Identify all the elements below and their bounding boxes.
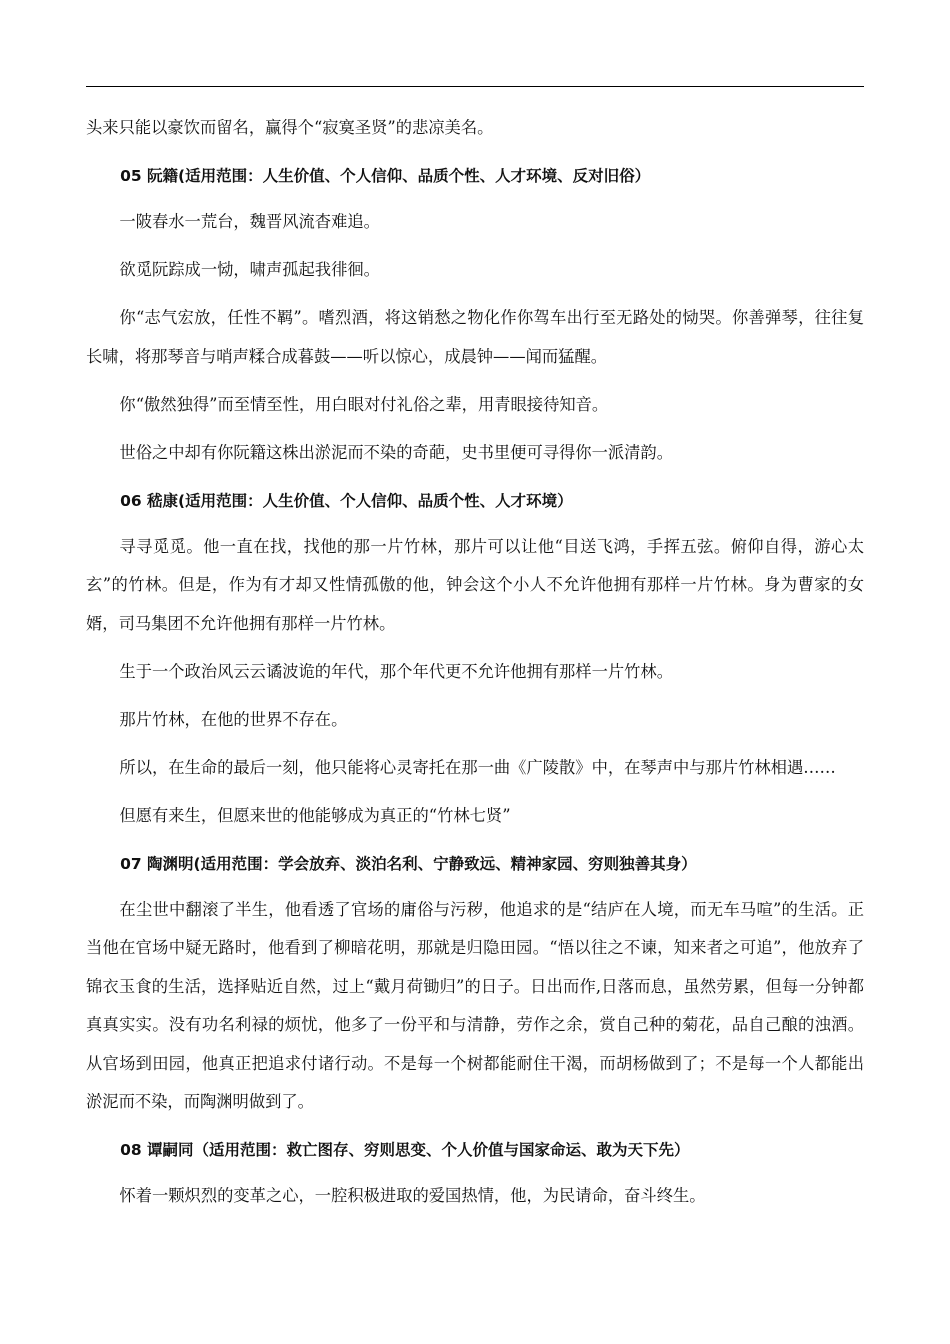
paragraph: 一陂春水一荒台，魏晋风流杳难追。 — [119, 212, 380, 231]
section-heading-06: 06 嵇康(适用范围：人生价值、个人信仰、品质个性、人才环境） — [120, 491, 573, 510]
paragraph: 寻寻觅觅。他一直在找，找他的那一片竹林，那片可以让他“目送飞鸿，手挥五弦。俯仰自得，游心太玄”的竹林。但是，作为有才却又性情孤傲的他，钟会这个小人不允许他拥有那样一片竹林。身为曹家的女婿，司马集团不允许他拥有那样一片竹林。 — [86, 536, 864, 633]
paragraph: 那片竹林，在他的世界不存在。 — [119, 709, 348, 729]
paragraph: 怀着一颗炽烈的变革之心，一腔积极进取的爱国热情，他，为民请命，奋斗终生。 — [119, 1186, 706, 1205]
paragraph: 在尘世中翻滚了半生，他看透了官场的庸俗与污秽，他追求的是“结庐在人境，而无车马喧”的生活。正当他在官场中疑无路时，他看到了柳暗花明，那就是归隐田园。“悟以往之不谏，知来者之可追”，他放弃了锦衣玉食的生活，选择贴近自然，过上“戴月荷锄归”的日子。日出而作,日落而息，虽然劳累，但每一分钟都真真实实。没有功名利禄的烦忧，他多了一份平和与清静，劳作之余，赏自己种的菊花，品自己酿的浊酒。从官场到田园，他真正把追求付诸行动。不是每一个树都能耐住干渴，而胡杨做到了；不是每一个人都能出淤泥而不染，而陶渊明做到了。 — [86, 899, 864, 1111]
section-heading-08: 08 谭嗣同（适用范围：救亡图存、穷则思变、个人价值与国家命运、敢为天下先） — [120, 1141, 690, 1159]
paragraph: 所以，在生命的最后一刻，他只能将心灵寄托在那一曲《广陵散》中，在琴声中与那片竹林相遇…… — [119, 757, 836, 777]
paragraph: 你“志气宏放，任性不羁”。嗜烈酒，将这销愁之物化作你驾车出行至无路处的恸哭。你善弹琴，往往复长啸，将那琴音与哨声糅合成暮鼓——听以惊心，成晨钟——闻而猛醒。 — [86, 308, 864, 366]
header-rule — [86, 86, 864, 87]
paragraph: 你“傲然独得”而至情至性，用白眼对付礼俗之辈，用青眼接待知音。 — [119, 394, 609, 414]
paragraph: 世俗之中却有你阮籍这株出淤泥而不染的奇葩，史书里便可寻得你一派清韵。 — [119, 442, 673, 462]
paragraph: 但愿有来生，但愿来世的他能够成为真正的“竹林七贤” — [119, 805, 511, 825]
document-body — [86, 109, 864, 1225]
section-heading-07: 07 陶渊明(适用范围：学会放弃、淡泊名利、宁静致远、精神家园、穷则独善其身） — [120, 854, 697, 873]
paragraph: 欲觅阮踪成一恸，啸声孤起我徘徊。 — [119, 260, 380, 279]
paragraph: 生于一个政治风云云谲波诡的年代，那个年代更不允许他拥有那样一片竹林。 — [119, 661, 673, 681]
section-heading-05: 05 阮籍(适用范围：人生价值、个人信仰、品质个性、人才环境、反对旧俗） — [120, 167, 651, 185]
continuation-paragraph: 头来只能以豪饮而留名，赢得个“寂寞圣贤”的悲凉美名。 — [86, 118, 494, 137]
